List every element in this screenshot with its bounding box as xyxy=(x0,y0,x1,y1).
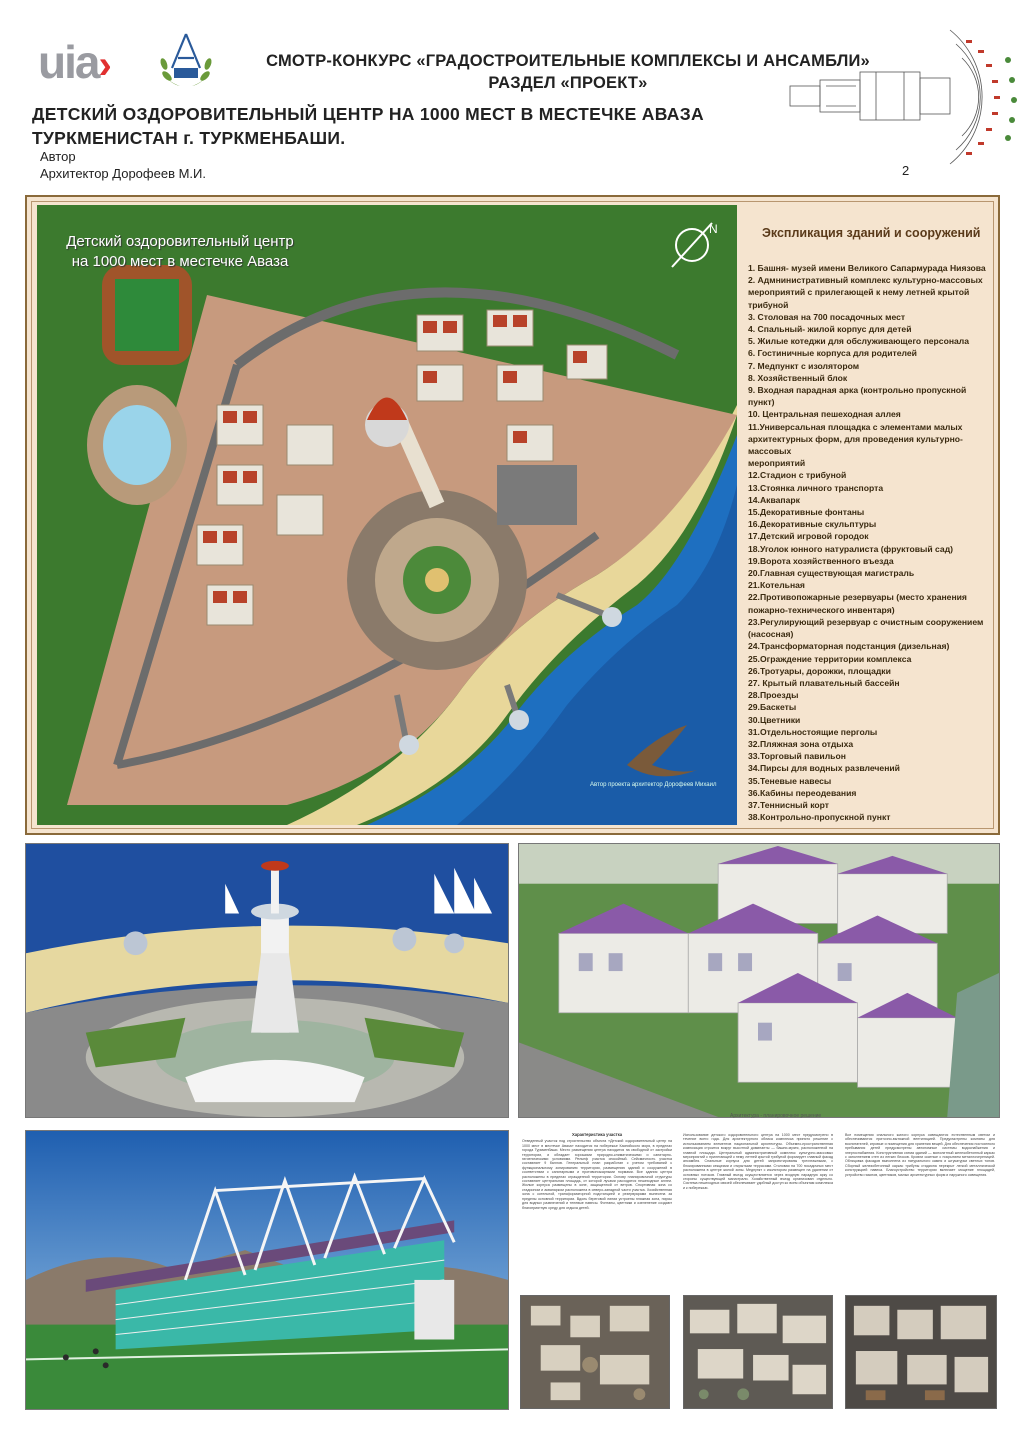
legend-list xyxy=(748,262,993,823)
render-tower-square xyxy=(25,843,509,1118)
uia-logo xyxy=(38,36,134,88)
contest-title-line1: СМОТР-КОНКУРС «ГРАДОСТРОИТЕЛЬНЫЕ КОМПЛЕКСЫ И АНСАМБЛИ» xyxy=(266,52,870,70)
plan-map-title xyxy=(45,232,315,272)
legend-item: 34.Пирсы для водных развлечений xyxy=(748,763,900,774)
legend-item: 13.Стоянка личного транспорта xyxy=(748,482,884,493)
legend-item: 29.Баскеты xyxy=(748,702,797,713)
legend-item: мероприятий с прилегающей к нему летней крытой xyxy=(748,287,970,298)
render-stadium xyxy=(25,1130,509,1410)
legend-item: пожарно-технического инвентаря) xyxy=(748,604,895,615)
uia-logo-chevron-icon: › xyxy=(98,43,110,87)
legend-item: архитектурных форм, для проведения культурно-массовых xyxy=(748,433,963,457)
legend-item: 22.Противопожарные резервуары (место хранения xyxy=(748,592,967,603)
legend-item: 9. Входная парадная арка (контрольно пропускной пункт) xyxy=(748,385,967,408)
legend-item: 11.Универсальная площадка с элементами малых xyxy=(748,421,963,432)
text-column-construction xyxy=(845,1133,995,1253)
legend-item: 2. Адмнинистративный комплекс культурно-массовых xyxy=(748,275,983,286)
project-title xyxy=(32,102,792,150)
text-column-site xyxy=(522,1133,672,1253)
plan-credit: Автор проекта архитектор Дорофеев Михаил xyxy=(590,782,717,788)
model-photo-1 xyxy=(520,1295,670,1409)
legend-item: трибуной xyxy=(748,299,789,310)
text-column-site-body: Отведенный участок под строительство объекта «Детский оздоровительный центр на 1000 мест в местечке Аваза» находится на побережье Каспийского моря, в пределах города Туркменбаши. Место размещения центра находится на свободной от застройки территории, и обладает хорошими природно-климатическими и санитарно-гигиеническими условиями. Рельеф участка спокойный. Сейсмичность участка составляет 9 баллов. Генеральный план разработан с учетом требований к функциональному зонированию территории, размещению зданий и сооружений в соответствии с санитарными и противопожарными нормами. Все здания центра расположены в пределах огражденной территории. Основу планировочной структуры составляет центральная площадь, от которой лучами расходятся пешеходные аллеи. Жилые корпуса размещены в зоне, защищенной от ветров. Спортивная зона со стадионом и аквапарком расположена в северо-западной части участка. Хозяйственная зона с котельной, трансформаторной подстанцией и резервуарами вынесена за пределы основной территории. Вдоль береговой линии устроены пляжная зона, пирсы для водных развлечений и теневые навесы. Фонтаны, цветники и озеленение создают благоприятную среду для отдыха детей. xyxy=(522,1139,672,1210)
legend-item: 33.Торговый павильон xyxy=(748,751,846,762)
legend-item: 8. Хозяйственный блок xyxy=(748,372,848,383)
union-emblem-icon xyxy=(152,28,220,96)
legend-item: (насосная) xyxy=(748,629,794,640)
legend-item: 28.Проезды xyxy=(748,690,799,701)
text-column-construction-body: Все помещения спального жилого корпуса освещаются естественным светом и обеспечиваются приточно-вытяжной вентиляцией. Предусмотрены комнаты для воспитателей, игровые и помещения для хранения вещей. Для обеспечения постоянного пребывания детей предусмотрены автономные системы водоснабжения и энергоснабжения. Конструктивная схема зданий — монолитный железобетонный каркас с заполнением стен из легких блоков. Кровли скатные с покрытием металлочерепицей. Облицовка фасадов выполнена из натурального камня и штукатурки светлых тонов. Сборный железобетонный каркас трибуны стадиона перекрыт легкой металлической конструкцией навеса. Благоустройство территории включает мощение площадей, устройство газонов, цветников, малых архитектурных форм и наружного освещения. xyxy=(845,1133,995,1177)
legend-item: 7. Медпункт с изолятором xyxy=(748,360,860,371)
legend-item: 3. Столовая на 700 посадочных мест xyxy=(748,311,906,322)
contest-title-line2: РАЗДЕЛ «ПРОЕКТ» xyxy=(488,74,648,92)
legend-item: 5. Жилые котеджи для обслуживающего персонала xyxy=(748,336,970,347)
legend-item: 21.Котельная xyxy=(748,580,805,591)
plan-map-title-line1: Детский оздоровительный центр xyxy=(66,233,294,250)
legend-item: 25.Ограждение территории комплекса xyxy=(748,653,912,664)
legend-item: 32.Пляжная зона отдыха xyxy=(748,738,854,749)
legend-item: 10. Центральная пешеходная аллея xyxy=(748,409,901,420)
legend-item: 26.Тротуары, дорожки, площадки xyxy=(748,665,891,676)
author-label: Автор xyxy=(40,149,76,164)
legend-item: 36.Кабины переодевания xyxy=(748,787,857,798)
legend-item: 18.Уголок юнного натуралиста (фруктовый сад) xyxy=(748,543,954,554)
legend-item: мероприятий xyxy=(748,458,806,469)
legend-item: 6. Гостиничные корпуса для родителей xyxy=(748,348,917,359)
legend-item: 14.Аквапарк xyxy=(748,494,800,505)
legend-item: 35.Теневые навесы xyxy=(748,775,832,786)
legend-item: 23.Регулирующий резервуар с очистным сооружением xyxy=(748,616,984,627)
author-name: Архитектор Дорофеев М.И. xyxy=(40,166,206,181)
legend-item: 24.Трансформаторная подстанция (дизельная) xyxy=(748,641,950,652)
parking xyxy=(497,465,577,525)
master-plan-map xyxy=(37,205,737,825)
residential-render-caption: Архитектура - планировочное решение xyxy=(730,1113,822,1119)
legend-item: 37.Теннисный корт xyxy=(748,799,829,810)
text-column-architecture-body: Использование детского оздоровительного центра на 1000 мест предусмотрено в течение всего года. Для архитектурного облика комплекса принято решение с использованием элементов национальной архитектуры. Объемно-пространственная композиция строится вокруг высотной доминанты — башни-музея, расположенной на главной площади. Центральный административный комплекс культурно-массовых мероприятий с прилегающей к нему летней крытой трибуной формирует главный фасад ансамбля. Спальные корпуса для детей запроектированы трехэтажными, с блокированными секциями и открытыми террасами. Столовая на 700 посадочных мест расположена в центре жилой зоны. Медпункт с изолятором размещен на удалении от основных потоков. Главный въезд осуществляется через входную парадную арку со стороны существующей магистрали. Хозяйственный въезд организован отдельно. Система пешеходных связей обеспечивает удобный доступ ко всем объектам комплекса и к побережью. xyxy=(683,1133,833,1190)
legend-item: 19.Ворота хозяйственного въезда xyxy=(748,555,894,566)
header-floor-plan xyxy=(786,20,1022,174)
legend-item: 38.Контрольно-пропускной пункт xyxy=(748,812,891,823)
legend-item: 16.Декоративные скульптуры xyxy=(748,519,877,530)
north-label: N xyxy=(709,222,718,236)
legend-item: 27. Крытый плавательный бассейн xyxy=(748,677,900,688)
model-photo-2 xyxy=(683,1295,833,1409)
legend-item: 12.Стадион с трибуной xyxy=(748,470,847,481)
legend-item: 31.Отдельностоящие перголы xyxy=(748,726,878,737)
legend-item: 20.Главная существующая магистраль xyxy=(748,568,915,579)
legend-item: 17.Детский игровой городок xyxy=(748,531,869,542)
text-column-site-heading: Характеристика участка xyxy=(571,1133,623,1137)
text-column-architecture xyxy=(683,1133,833,1253)
plan-map-title-line2: на 1000 мест в местечке Аваза xyxy=(71,253,289,270)
legend-title: Экспликация зданий и сооружений xyxy=(762,226,981,240)
legend-item: 30.Цветники xyxy=(748,714,801,725)
legend-item: 15.Декоративные фонтаны xyxy=(748,507,865,518)
sheet-number: 2 xyxy=(902,163,910,178)
render-residential-blocks xyxy=(518,843,1000,1118)
uia-logo-text: uia xyxy=(38,36,99,88)
model-photo-3 xyxy=(845,1295,997,1409)
legend-item: 4. Спальный- жилой корпус для детей xyxy=(748,324,912,335)
legend-item: 1. Башня- музей имени Великого Сапармурада Ниязова xyxy=(748,263,986,273)
project-title-line1: ДЕТСКИЙ ОЗДОРОВИТЕЛЬНЫЙ ЦЕНТР НА 1000 МЕСТ В МЕСТЕЧКЕ АВАЗА xyxy=(32,104,704,124)
project-title-line2: ТУРКМЕНИСТАН г. ТУРКМЕНБАШИ. xyxy=(32,128,346,148)
